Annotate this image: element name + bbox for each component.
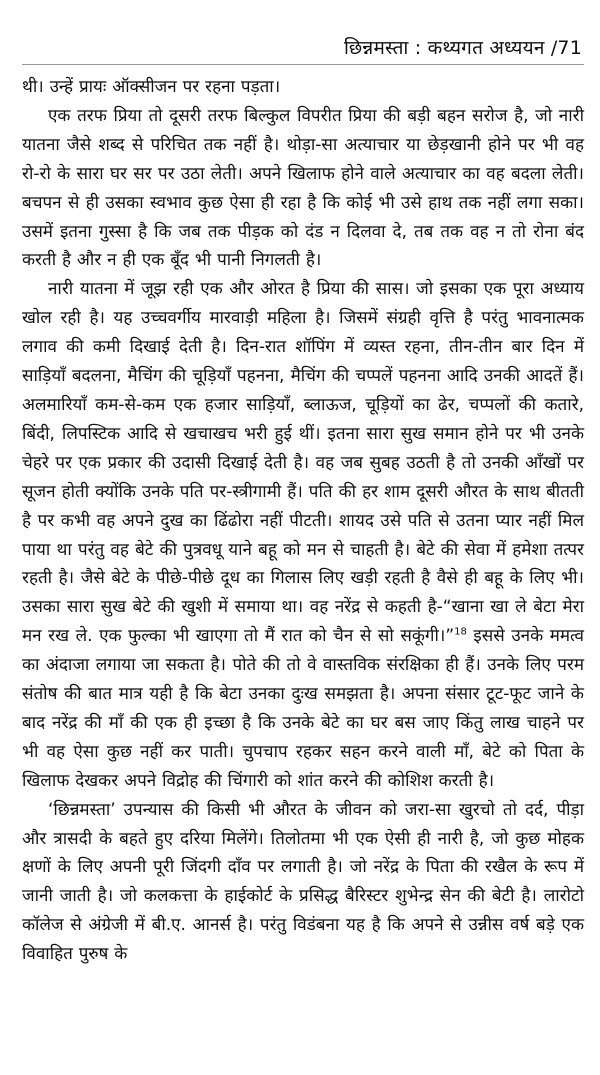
- paragraph-continuation: थी। उन्हें प्रायः ऑक्सीजन पर रहना पड़ता।: [22, 77, 281, 97]
- header-divider: [22, 64, 584, 65]
- paragraph-text-continued: इससे उनके ममत्व का अंदाजा लगाया जा सकता है। पोते की तो वे वास्तविक संरक्षिका ही हैं। उनके लिए परम संतोष की बात मात्र यही है कि बेटा उनका दुःख समझता है। अपना संसार टूट-फूट जाने के बाद नरेंद्र की माँ की एक ही इच्छा है कि उनके बेटे का घर बस जाए किंतु लाख चाहने पर भी वह ऐसा कुछ नहीं कर पाती। चुपचाप रहकर सहन करने वाली माँ, बेटे को पिता के खिलाफ देखकर अपने विद्रोह की चिंगारी को शांत करने की कोशिश करती है।: [22, 626, 584, 791]
- paragraph-text: नारी यातना में जूझ रही एक और ओरत है प्रिया की सास। जो इसका एक पूरा अध्याय खोल रही है। यह उच्चवर्गीय मारवाड़ी महिला है। जिसमें संग्रही वृत्ति है परंतु भावनात्मक लगाव की कमी दिखाई देती है। दिन-रात शॉपिंग में व्यस्त रहना, तीन-तीन बार दिन में साड़ियाँ बदलना, मैचिंग की चूड़ियाँ पहनना, मैचिंग की चप्पलें पहनना आदि उनकी आदतें हैं। अलमारियाँ कम-से-कम एक हजार साड़ियाँ, ब्लाऊज, चूड़ियों का ढेर, चप्पलों की कतारे, बिंदी, लिपस्टिक आदि से खचाखच भरी हुई थीं। इतना सारा सुख समान होने पर भी उनके चेहरे पर एक प्रकार की उदासी दिखाई देती है। वह जब सुबह उठती है तो उनकी आँखों पर सूजन होती क्योंकि उनके पति पर-स्त्रीगामी हैं। पति की हर शाम दूसरी औरत के साथ बीतती है पर कभी वह अपने दुख का ढिंढोरा नहीं पीटती। शायद उसे पति से उतना प्यार नहीं मिल पाया था परंतु वह बेटे की पुत्रवधू याने बहू को मन से चाहती है। बेटे की सेवा में हमेशा तत्पर रहती है। जैसे बेटे के पीछे-पीछे दूध का गिलास लिए खड़ी रहती है वैसे ही बहू के लिए भी। उसका सारा सुख बेटे की खुशी में समाया था। वह नरेंद्र से कहती है-“खाना खा ले बेटा मेरा मन रख ले. एक फुल्का भी खाएगा तो मैं रात को चैन से सो सकूंगी।”: [22, 279, 584, 647]
- paragraph-mother-in-law: [22, 275, 584, 795]
- footnote-marker: 18: [454, 626, 467, 638]
- running-header: छिन्नमस्ता : कथ्यगत अध्ययन /71: [343, 37, 582, 59]
- paragraph-saroj: एक तरफ प्रिया तो दूसरी तरफ बिल्कुल विपरीत प्रिया की बड़ी बहन सरोज है, जो नारी यातना जैसे शब्द से परिचित तक नहीं है। थोड़ा-सा अत्याचार या छेड़खानी होने पर भी वह रो-रो के सारा घर सर पर उठा लेती। अपने खिलाफ होने वाले अत्याचार का वह बदला लेती। बचपन से ही उसका स्वभाव कुछ ऐसा ही रहा है कि कोई भी उसे हाथ तक नहीं लगा सका। उसमें इतना गुस्सा है कि जब तक पीड़क को दंड न दिलवा दे, तब तक वह न तो रोना बंद करती है और न ही एक बूँद भी पानी निगलती है।: [22, 105, 584, 271]
- paragraph-tilotama: ‘छिन्नमस्ता’ उपन्यास की किसी भी औरत के जीवन को जरा-सा खुरचो तो दर्द, पीड़ा और त्रासदी के बहते हुए दरिया मिलेंगे। तिलोतमा भी एक ऐसी ही नारी है, जो कुछ मोहक क्षणों के लिए अपनी पूरी जिंदगी दाँव पर लगाती है। जो नरेंद्र के पिता की रखैल के रूप में जानी जाती है। जो कलकत्ता के हाईकोर्ट के प्रसिद्ध बैरिस्टर शुभेन्द्र सेन की बेटी है। लारोटो कॉलेज से अंग्रेजी में बी.ए. आनर्स है। परंतु विडंबना यह है कि अपने से उन्नीस वर्ष बड़े एक विवाहित पुरुष के: [22, 799, 584, 965]
- body-text: [22, 73, 584, 969]
